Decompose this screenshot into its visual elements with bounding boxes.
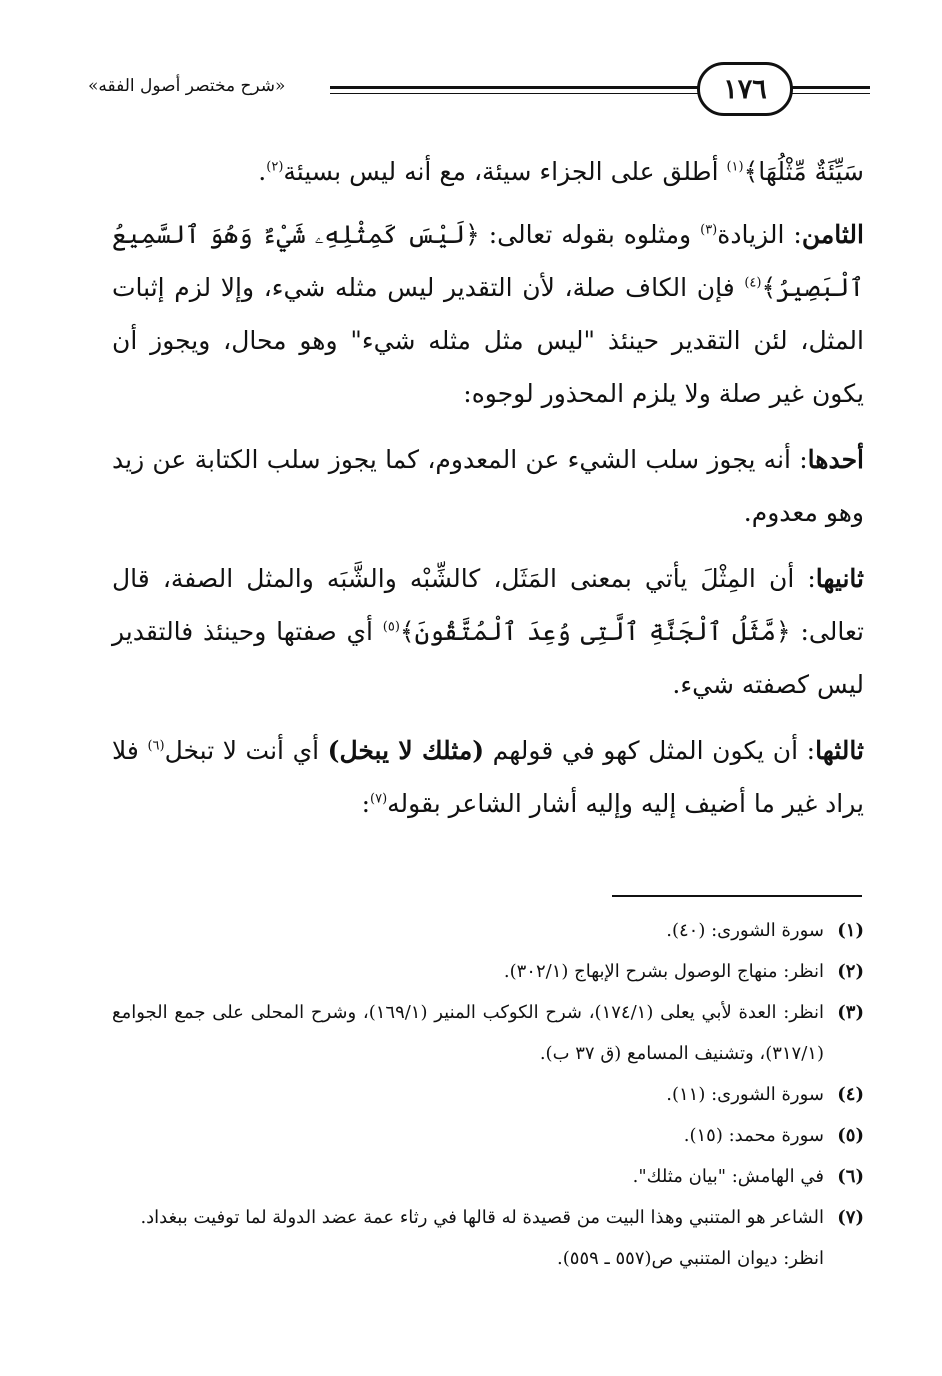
footnote-continuation: انظر: ديوان المتنبي ص(٥٥٧ ـ ٥٥٩). bbox=[557, 1248, 824, 1269]
footnote-number: (٢) bbox=[837, 961, 864, 982]
paragraph-second-reason bbox=[112, 552, 864, 711]
footnote-text: انظر: منهاج الوصول بشرح الإبهاج (٣٠٢/١). bbox=[503, 961, 824, 982]
footnote-text: الشاعر هو المتنبي وهذا البيت من قصيدة له قالها في رثاء عمة عضد الدولة لما توفيت ببغداد. bbox=[140, 1207, 824, 1228]
punctuation: . bbox=[258, 157, 267, 186]
punctuation: : bbox=[361, 789, 371, 818]
footnote-number: (٥) bbox=[837, 1125, 864, 1146]
page-number: ١٧٦ bbox=[723, 74, 767, 105]
paragraph-text: : أنه يجوز سلب الشيء عن المعدوم، كما يجوز سلب الكتابة عن زيد وهو معدوم. bbox=[112, 445, 864, 527]
running-title: «شرح مختصر أصول الفقه» bbox=[88, 76, 286, 96]
footnote-item bbox=[112, 1197, 864, 1238]
paragraph-text: ومثلوه بقوله تعالى: bbox=[479, 220, 701, 249]
section-lead: ثالثها bbox=[815, 736, 864, 765]
footnotes bbox=[112, 910, 864, 1279]
footnote-number: (٧) bbox=[837, 1207, 864, 1228]
header-rule bbox=[330, 86, 705, 89]
paragraph-text: أطلق على الجزاء سيئة، مع أنه ليس بسيئة bbox=[283, 157, 727, 186]
paragraph-1 bbox=[112, 145, 864, 198]
section-lead: أحدها bbox=[807, 445, 864, 474]
footnote-number: (٤) bbox=[837, 1084, 864, 1105]
paragraph-text: : أن المِثْلَ يأتي بمعنى المَثَل، كالشِّبْه والشَّبَه والمثل الصفة، قال تعالى: bbox=[112, 564, 864, 646]
footnote-ref: (٧) bbox=[370, 791, 388, 807]
header-rule-right-thin bbox=[785, 93, 870, 94]
quoted-phrase: (مثلك لا يبخل) bbox=[327, 736, 485, 765]
footnote-item bbox=[112, 1074, 864, 1115]
paragraph-third-reason bbox=[112, 724, 864, 830]
header-rule-thin bbox=[330, 93, 705, 94]
footnote-text: سورة محمد: (١٥). bbox=[683, 1125, 824, 1146]
footnote-separator bbox=[612, 895, 862, 897]
paragraph-8th bbox=[112, 208, 864, 420]
footnote-number: (١) bbox=[837, 920, 864, 941]
footnote-item bbox=[112, 992, 864, 1074]
section-lead: ثانيها bbox=[815, 564, 864, 593]
footnote-item bbox=[112, 1115, 864, 1156]
section-lead: الثامن bbox=[801, 220, 864, 249]
footnote-number: (٣) bbox=[837, 1002, 864, 1023]
main-text bbox=[112, 145, 864, 843]
footnote-item bbox=[112, 1156, 864, 1197]
footnote-text: في الهامش: "بيان مثلك". bbox=[632, 1166, 824, 1187]
footnote-item bbox=[112, 910, 864, 951]
paragraph-text: فإن الكاف صلة، لأن التقدير ليس مثله شيء، وإلا لزم إثبات المثل، لئن التقدير حينئذ "ليس مثل مثله شيء" وهو محال، ويجوز أن يكون غير صلة ولا يلزم المحذور لوجوه: bbox=[112, 273, 864, 408]
footnote-ref: (١) bbox=[726, 159, 744, 175]
footnote-ref: (٦) bbox=[147, 738, 165, 754]
paragraph-text: : الزيادة bbox=[717, 220, 802, 249]
paragraph-text: أي أنت لا تبخل bbox=[164, 736, 328, 765]
footnote-text: سورة الشورى: (٤٠). bbox=[666, 920, 824, 941]
paragraph-text: أي صفتها وحينئذ فالتقدير ليس كصفته شيء. bbox=[112, 617, 864, 699]
footnote-text: انظر: العدة لأبي يعلى (١٧٤/١)، شرح الكوكب المنير (١٦٩/١)، وشرح المحلى على جمع الجوامع (٣١٧/١)، وتشنيف المسامع (ق ٣٧ ب). bbox=[112, 1002, 825, 1064]
footnote-text: سورة الشورى: (١١). bbox=[666, 1084, 824, 1105]
paragraph-text: فلا يراد غير ما أضيف إليه وإليه أشار الشاعر بقوله bbox=[112, 736, 864, 818]
page-number-frame bbox=[697, 62, 793, 116]
paragraph-text: : أن يكون المثل كهو في قولهم bbox=[484, 736, 816, 765]
quran-verse: سَيِّئَةٌ مِّثْلُهَا﴾ bbox=[743, 157, 864, 186]
footnote-number: (٦) bbox=[837, 1166, 864, 1187]
footnote-ref: (٥) bbox=[382, 619, 400, 635]
header-rule-right bbox=[785, 86, 870, 89]
quran-verse: ﴿لَيْسَ كَمِثْلِهِۦ شَيْءٌ وَهُوَ ٱلسَّمِيعُ ٱلْبَصِيرُ﴾ bbox=[112, 220, 864, 302]
footnote-ref: (٣) bbox=[700, 222, 718, 238]
page-header bbox=[80, 58, 870, 128]
paragraph-first-reason bbox=[112, 433, 864, 539]
footnote-item bbox=[112, 951, 864, 992]
footnote-ref: (٢) bbox=[266, 159, 284, 175]
quran-verse: ﴿مَّثَلُ ٱلْجَنَّةِ ٱلَّتِى وُعِدَ ٱلْمُتَّقُونَ﴾ bbox=[399, 617, 791, 646]
footnote-ref: (٤) bbox=[744, 275, 762, 291]
